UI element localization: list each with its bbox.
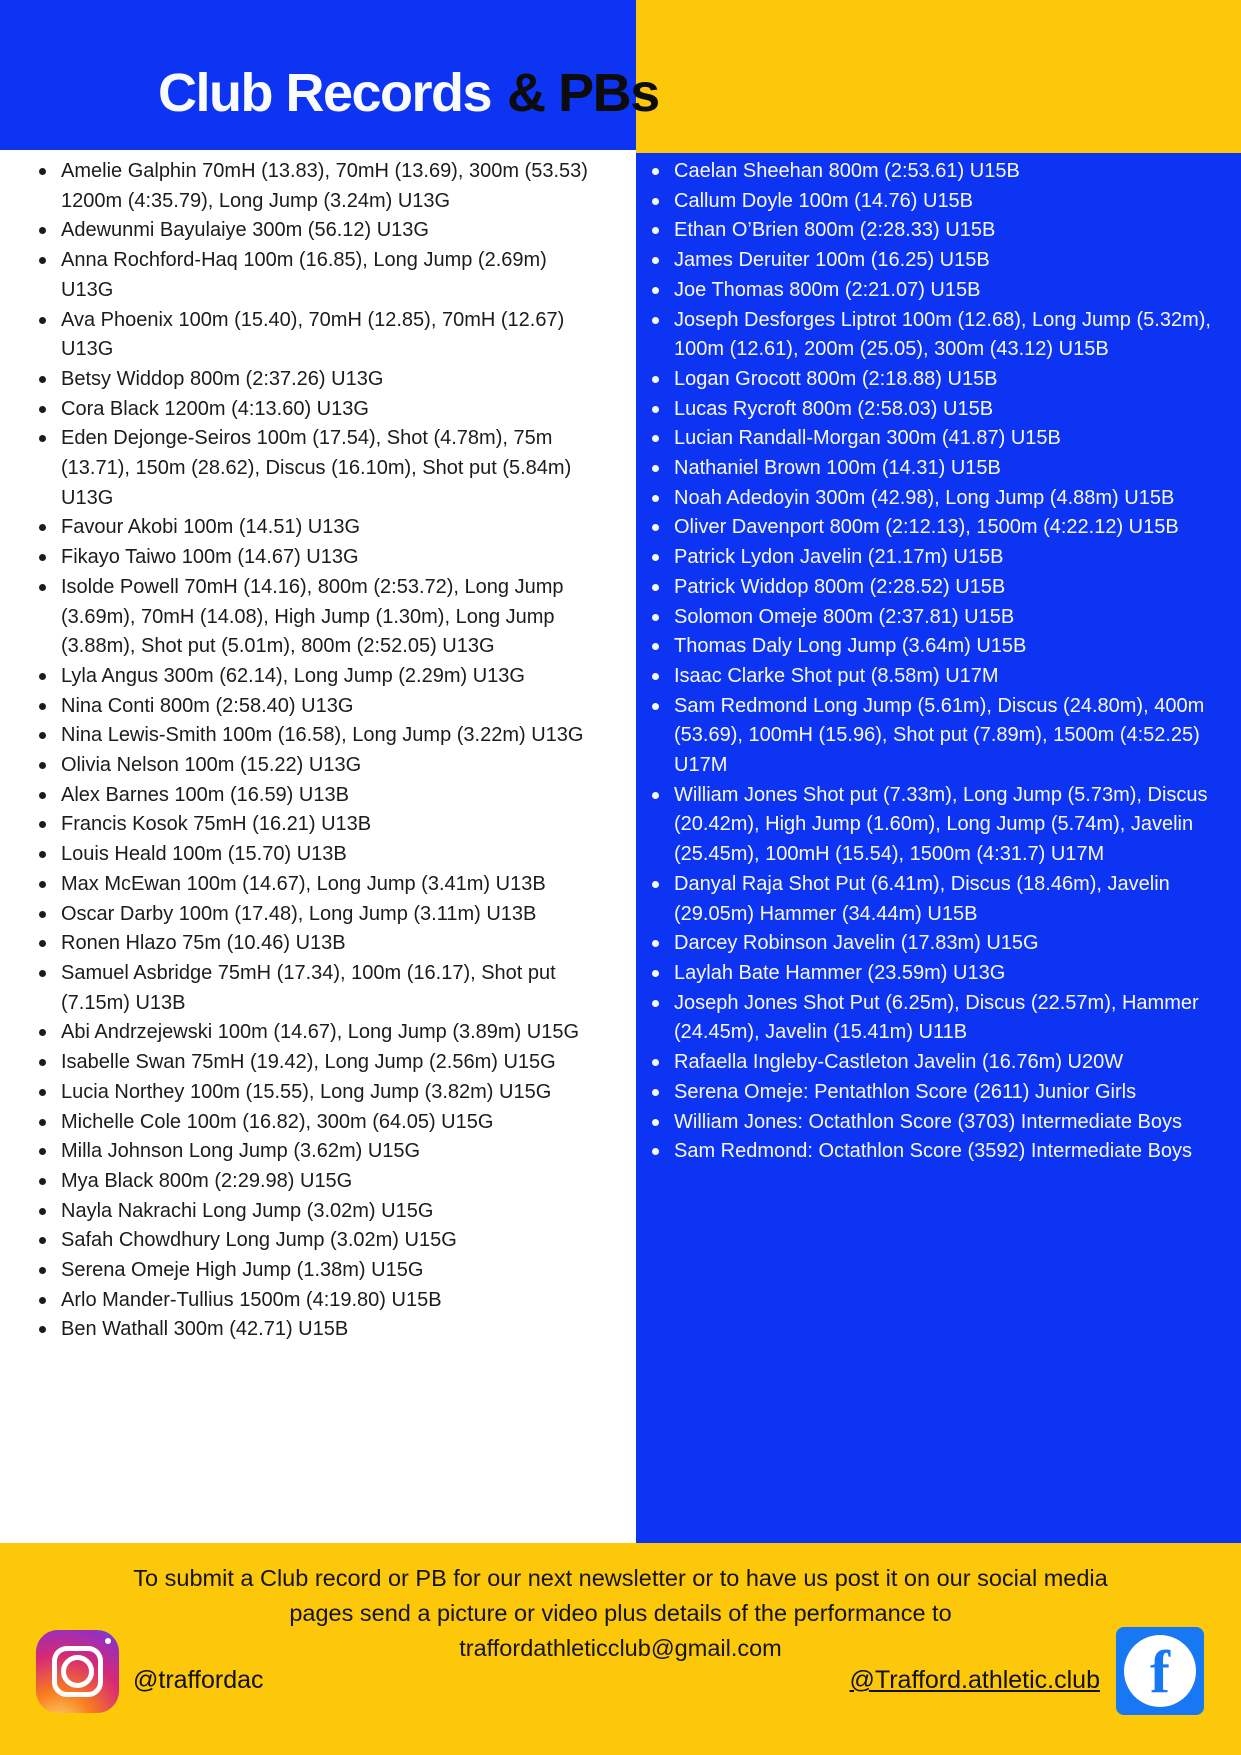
record-item: Eden Dejonge-Seiros 100m (17.54), Shot (4.78m), 75m (13.71), 150m (28.62), Discus (16.10m), Shot put (5.84m) U13G (36, 424, 592, 513)
record-item: Ava Phoenix 100m (15.40), 70mH (12.85), 70mH (12.67) U13G (36, 306, 592, 365)
record-item: James Deruiter 100m (16.25) U15B (649, 246, 1217, 276)
record-item: Ben Wathall 300m (42.71) U15B (36, 1315, 592, 1345)
record-item: William Jones: Octathlon Score (3703) Intermediate Boys (649, 1108, 1217, 1138)
page-title (158, 63, 659, 123)
facebook-icon[interactable] (1116, 1627, 1204, 1715)
record-item: Oliver Davenport 800m (2:12.13), 1500m (4:22.12) U15B (649, 513, 1217, 543)
instagram-icon[interactable] (36, 1630, 119, 1713)
facebook-f-glyph: f (1150, 1639, 1170, 1705)
record-item: Olivia Nelson 100m (15.22) U13G (36, 751, 592, 781)
footer-email: traffordathleticclub@gmail.com (459, 1635, 782, 1661)
record-item: William Jones Shot put (7.33m), Long Jump (5.73m), Discus (20.42m), High Jump (1.60m), Long Jump (5.74m), Javelin (25.45m), 100mH (15.54), 1500m (4:31.7) U17M (649, 781, 1217, 870)
record-item: Isabelle Swan 75mH (19.42), Long Jump (2.56m) U15G (36, 1048, 592, 1078)
footer-text-line2: pages send a picture or video plus details of the performance to (289, 1600, 952, 1626)
records-list-right (649, 157, 1217, 1167)
record-item: Nathaniel Brown 100m (14.31) U15B (649, 454, 1217, 484)
record-item: Lucas Rycroft 800m (2:58.03) U15B (649, 395, 1217, 425)
record-item: Abi Andrzejewski 100m (14.67), Long Jump (3.89m) U15G (36, 1018, 592, 1048)
footer-text-line1: To submit a Club record or PB for our next newsletter or to have us post it on our social media (133, 1565, 1108, 1591)
record-item: Logan Grocott 800m (2:18.88) U15B (649, 365, 1217, 395)
record-item: Arlo Mander-Tullius 1500m (4:19.80) U15B (36, 1286, 592, 1316)
record-item: Lucia Northey 100m (15.55), Long Jump (3.82m) U15G (36, 1078, 592, 1108)
record-item: Betsy Widdop 800m (2:37.26) U13G (36, 365, 592, 395)
record-item: Michelle Cole 100m (16.82), 300m (64.05) U15G (36, 1108, 592, 1138)
record-item: Samuel Asbridge 75mH (17.34), 100m (16.17), Shot put (7.15m) U13B (36, 959, 592, 1018)
record-item: Max McEwan 100m (14.67), Long Jump (3.41m) U13B (36, 870, 592, 900)
record-item: Nina Lewis-Smith 100m (16.58), Long Jump (3.22m) U13G (36, 721, 592, 751)
yellow-top-right-block (636, 0, 1241, 153)
record-item: Ethan O’Brien 800m (2:28.33) U15B (649, 216, 1217, 246)
record-item: Fikayo Taiwo 100m (14.67) U13G (36, 543, 592, 573)
record-item: Safah Chowdhury Long Jump (3.02m) U15G (36, 1226, 592, 1256)
record-item: Caelan Sheehan 800m (2:53.61) U15B (649, 157, 1217, 187)
page-title-white-part: Club Records (158, 63, 492, 123)
record-item: Danyal Raja Shot Put (6.41m), Discus (18.46m), Javelin (29.05m) Hammer (34.44m) U15B (649, 870, 1217, 929)
record-item: Patrick Widdop 800m (2:28.52) U15B (649, 573, 1217, 603)
record-item: Nayla Nakrachi Long Jump (3.02m) U15G (36, 1197, 592, 1227)
facebook-handle[interactable]: @Trafford.athletic.club (849, 1666, 1100, 1694)
record-item: Favour Akobi 100m (14.51) U13G (36, 513, 592, 543)
record-item: Patrick Lydon Javelin (21.17m) U15B (649, 543, 1217, 573)
record-item: Darcey Robinson Javelin (17.83m) U15G (649, 929, 1217, 959)
record-item: Serena Omeje: Pentathlon Score (2611) Junior Girls (649, 1078, 1217, 1108)
record-item: Milla Johnson Long Jump (3.62m) U15G (36, 1137, 592, 1167)
instagram-handle[interactable]: @traffordac (133, 1666, 264, 1694)
page-title-black-part: & PBs (507, 63, 659, 123)
record-item: Thomas Daly Long Jump (3.64m) U15B (649, 632, 1217, 662)
record-item: Mya Black 800m (2:29.98) U15G (36, 1167, 592, 1197)
record-item: Solomon Omeje 800m (2:37.81) U15B (649, 603, 1217, 633)
record-item: Isolde Powell 70mH (14.16), 800m (2:53.72), Long Jump (3.69m), 70mH (14.08), High Jump (1.30m), Long Jump (3.88m), Shot put (5.01m), 800m (2:52.05) U13G (36, 573, 592, 662)
records-list-left (36, 157, 592, 1345)
record-item: Joseph Desforges Liptrot 100m (12.68), Long Jump (5.32m), 100m (12.61), 200m (25.05), 300m (43.12) U15B (649, 306, 1217, 365)
record-item: Callum Doyle 100m (14.76) U15B (649, 187, 1217, 217)
instagram-flash-dot (105, 1638, 111, 1644)
record-item: Isaac Clarke Shot put (8.58m) U17M (649, 662, 1217, 692)
record-item: Amelie Galphin 70mH (13.83), 70mH (13.69), 300m (53.53) 1200m (4:35.79), Long Jump (3.24m) U13G (36, 157, 592, 216)
record-item: Joe Thomas 800m (2:21.07) U15B (649, 276, 1217, 306)
record-item: Sam Redmond: Octathlon Score (3592) Intermediate Boys (649, 1137, 1217, 1167)
record-item: Alex Barnes 100m (16.59) U13B (36, 781, 592, 811)
record-item: Cora Black 1200m (4:13.60) U13G (36, 395, 592, 425)
record-item: Oscar Darby 100m (17.48), Long Jump (3.11m) U13B (36, 900, 592, 930)
record-item: Anna Rochford-Haq 100m (16.85), Long Jump (2.69m) U13G (36, 246, 592, 305)
record-item: Serena Omeje High Jump (1.38m) U15G (36, 1256, 592, 1286)
record-item: Laylah Bate Hammer (23.59m) U13G (649, 959, 1217, 989)
record-item: Joseph Jones Shot Put (6.25m), Discus (22.57m), Hammer (24.45m), Javelin (15.41m) U11B (649, 989, 1217, 1048)
record-item: Rafaella Ingleby-Castleton Javelin (16.76m) U20W (649, 1048, 1217, 1078)
record-item: Sam Redmond Long Jump (5.61m), Discus (24.80m), 400m (53.69), 100mH (15.96), Shot put (7.89m), 1500m (4:52.25) U17M (649, 692, 1217, 781)
record-item: Francis Kosok 75mH (16.21) U13B (36, 810, 592, 840)
record-item: Noah Adedoyin 300m (42.98), Long Jump (4.88m) U15B (649, 484, 1217, 514)
record-item: Adewunmi Bayulaiye 300m (56.12) U13G (36, 216, 592, 246)
record-item: Ronen Hlazo 75m (10.46) U13B (36, 929, 592, 959)
record-item: Louis Heald 100m (15.70) U13B (36, 840, 592, 870)
record-item: Nina Conti 800m (2:58.40) U13G (36, 692, 592, 722)
instagram-lens (61, 1655, 94, 1688)
record-item: Lucian Randall-Morgan 300m (41.87) U15B (649, 424, 1217, 454)
record-item: Lyla Angus 300m (62.14), Long Jump (2.29m) U13G (36, 662, 592, 692)
